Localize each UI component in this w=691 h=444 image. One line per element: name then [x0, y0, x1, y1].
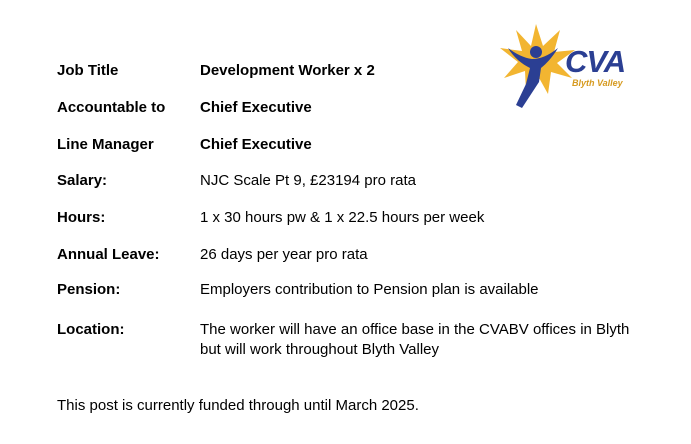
funding-note: This post is currently funded through until March 2025.	[57, 397, 419, 414]
field-value: 1 x 30 hours pw & 1 x 22.5 hours per week	[200, 209, 485, 226]
field-label: Job Title	[57, 62, 119, 79]
field-value: Employers contribution to Pension plan is available	[200, 281, 539, 298]
field-value: Development Worker x 2	[200, 62, 375, 79]
figure-head-shape	[530, 46, 542, 58]
field-label: Location:	[57, 321, 125, 338]
field-value: NJC Scale Pt 9, £23194 pro rata	[200, 172, 416, 189]
field-label: Line Manager	[57, 136, 154, 153]
field-value: 26 days per year pro rata	[200, 246, 368, 263]
field-value: The worker will have an office base in the CVABV offices in Blyth but will work throughout Blyth Valley	[200, 321, 630, 358]
field-value: Chief Executive	[200, 99, 312, 116]
logo-subtitle: Blyth Valley	[572, 78, 623, 88]
field-value: Chief Executive	[200, 136, 312, 153]
field-label: Accountable to	[57, 99, 166, 116]
logo-wordmark: CVA	[565, 44, 626, 79]
field-label: Annual Leave:	[57, 246, 160, 263]
field-label: Hours:	[57, 209, 106, 226]
field-label: Pension:	[57, 281, 121, 298]
field-label: Salary:	[57, 172, 108, 189]
